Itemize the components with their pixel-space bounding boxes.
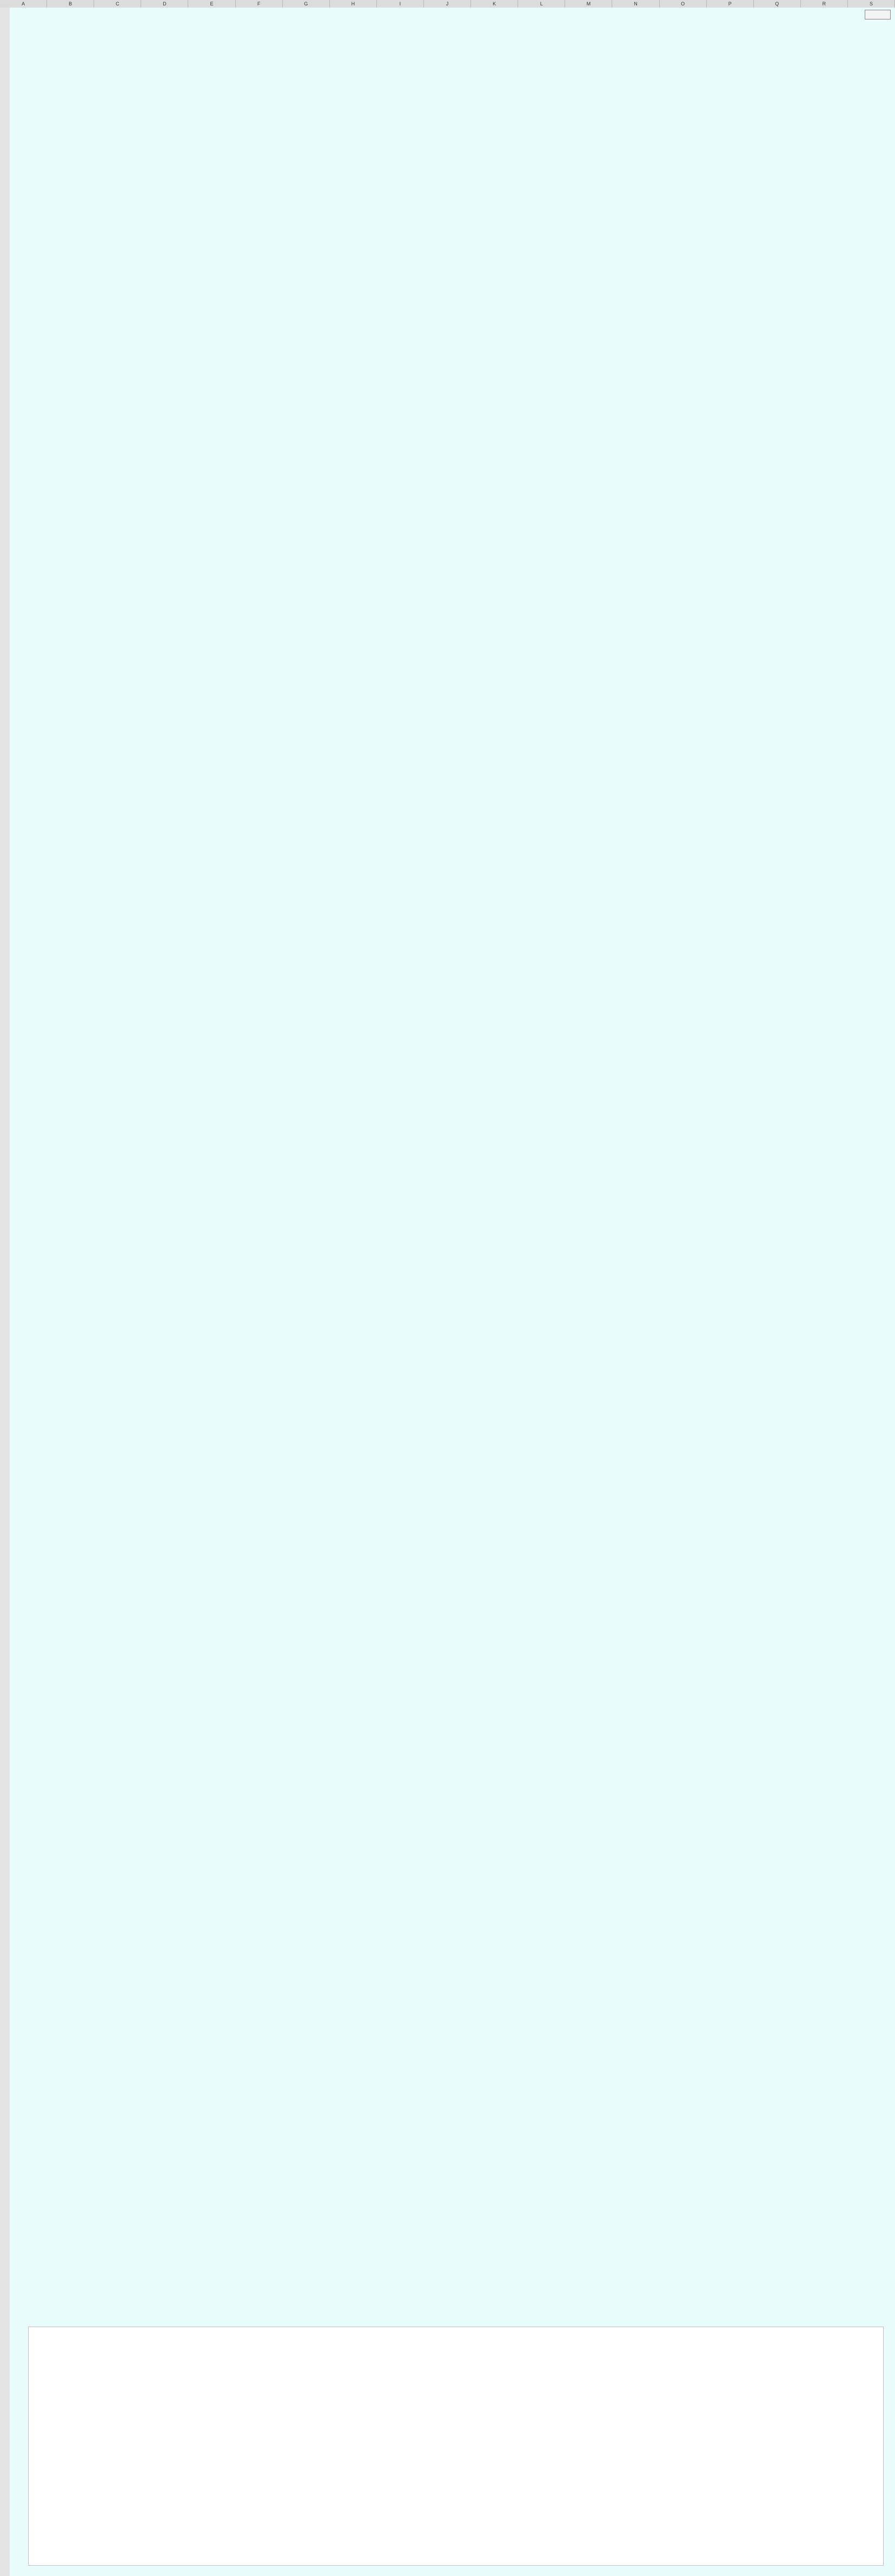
- col-i[interactable]: I: [377, 0, 424, 8]
- col-p[interactable]: P: [707, 0, 754, 8]
- note-button[interactable]: [865, 10, 891, 19]
- col-d[interactable]: D: [141, 0, 188, 8]
- spreadsheet[interactable]: [10, 8, 895, 2576]
- col-g[interactable]: G: [283, 0, 330, 8]
- col-c[interactable]: C: [94, 0, 141, 8]
- col-h[interactable]: H: [330, 0, 377, 8]
- col-o[interactable]: O: [660, 0, 707, 8]
- column-header-bar: [0, 0, 895, 8]
- col-k[interactable]: K: [471, 0, 518, 8]
- col-r[interactable]: R: [801, 0, 848, 8]
- col-e[interactable]: E: [188, 0, 235, 8]
- row-header-bar[interactable]: [0, 8, 10, 2576]
- col-s[interactable]: S: [848, 0, 895, 8]
- col-f[interactable]: F: [236, 0, 283, 8]
- col-a[interactable]: A: [0, 0, 47, 8]
- type-field: [357, 13, 367, 19]
- purpose-field: [503, 13, 513, 19]
- chart-svg: [29, 2327, 883, 2565]
- col-l[interactable]: L: [518, 0, 565, 8]
- investment-summary-chart: [28, 2327, 884, 2566]
- howto-field: [735, 13, 745, 19]
- state-field: [243, 13, 253, 19]
- col-n[interactable]: N: [612, 0, 659, 8]
- col-j[interactable]: J: [424, 0, 471, 8]
- col-m[interactable]: M: [565, 0, 612, 8]
- col-q[interactable]: Q: [754, 0, 801, 8]
- col-b[interactable]: B: [47, 0, 94, 8]
